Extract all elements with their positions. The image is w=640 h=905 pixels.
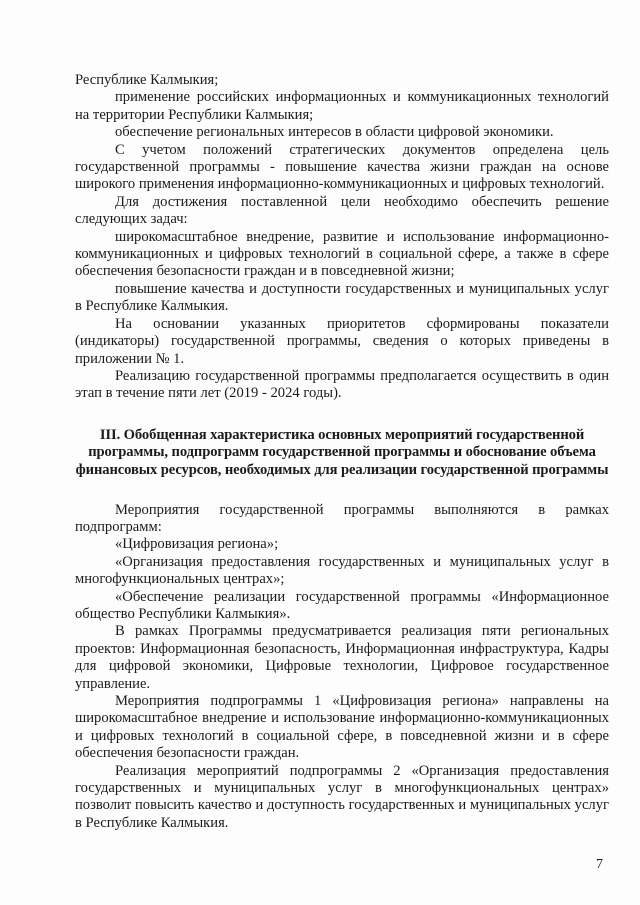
paragraph: Для достижения поставленной цели необходимо обеспечить решение следующих задач: — [75, 193, 609, 228]
paragraph: «Обеспечение реализации государственной программы «Информационное общество Республики Калмыкия». — [75, 588, 609, 622]
paragraph: На основании указанных приоритетов сформированы показатели (индикаторы) государственной программы, сведения о которых приведены в приложении № 1. — [75, 315, 609, 367]
paragraph: обеспечение региональных интересов в области цифровой экономики. — [115, 124, 554, 141]
paragraph: Республике Калмыкия; — [75, 72, 219, 88]
paragraph: повышение качества и доступности государственных и муниципальных услуг в Республике Калмыкия. — [75, 280, 609, 315]
section-heading: III. Обобщенная характеристика основных мероприятий государственной программы, подпрограмм государственной программы и обоснование объема финансовых ресурсов, необходимых для реализации государственной программы — [75, 426, 609, 478]
paragraph: Мероприятия подпрограммы 1 «Цифровизация региона» направлены на широкомасштабное внедрение и использование информационно-коммуникационных и цифровых технологий в социальной сфере, в повседневной жизни и в сфере обеспечения безопасности граждан. — [75, 692, 609, 762]
paragraph: широкомасштабное внедрение, развитие и использование информационно-коммуникационных и цифровых технологий в социальной сфере, а также в сфере обеспечения безопасности граждан и в повседневной жизни; — [75, 228, 609, 280]
paragraph: В рамках Программы предусматривается реализация пяти региональных проектов: Информационная безопасность, Информационная инфраструктура, Кадры для цифровой экономики, Цифровые технологии, Цифровое государственное управление. — [75, 623, 609, 692]
paragraph: применение российских информационных и коммуникационных технологий на территории Республики Калмыкия; — [75, 89, 609, 123]
page-content — [75, 72, 609, 832]
paragraph: С учетом положений стратегических документов определена цель государственной программы - повышение качества жизни граждан на основе широкого применения информационно-коммуникационных и цифровых технологий. — [75, 141, 609, 193]
paragraph: Мероприятия государственной программы выполняются в рамках подпрограмм: — [75, 501, 609, 535]
paragraph: Реализация мероприятий подпрограммы 2 «Организация предоставления государственных и муниципальных услуг в многофункциональных центрах» позволит повысить качество и доступность государственных и муниципальных услуг в Республике Калмыкия. — [75, 762, 609, 831]
page-number: 7 — [596, 857, 603, 872]
paragraph: «Цифровизация региона»; — [115, 536, 279, 553]
paragraph: «Организация предоставления государственных и муниципальных услуг в многофункциональных центрах»; — [75, 553, 609, 588]
paragraph: Реализацию государственной программы предполагается осуществить в один этап в течение пяти лет (2019 - 2024 годы). — [75, 367, 609, 402]
